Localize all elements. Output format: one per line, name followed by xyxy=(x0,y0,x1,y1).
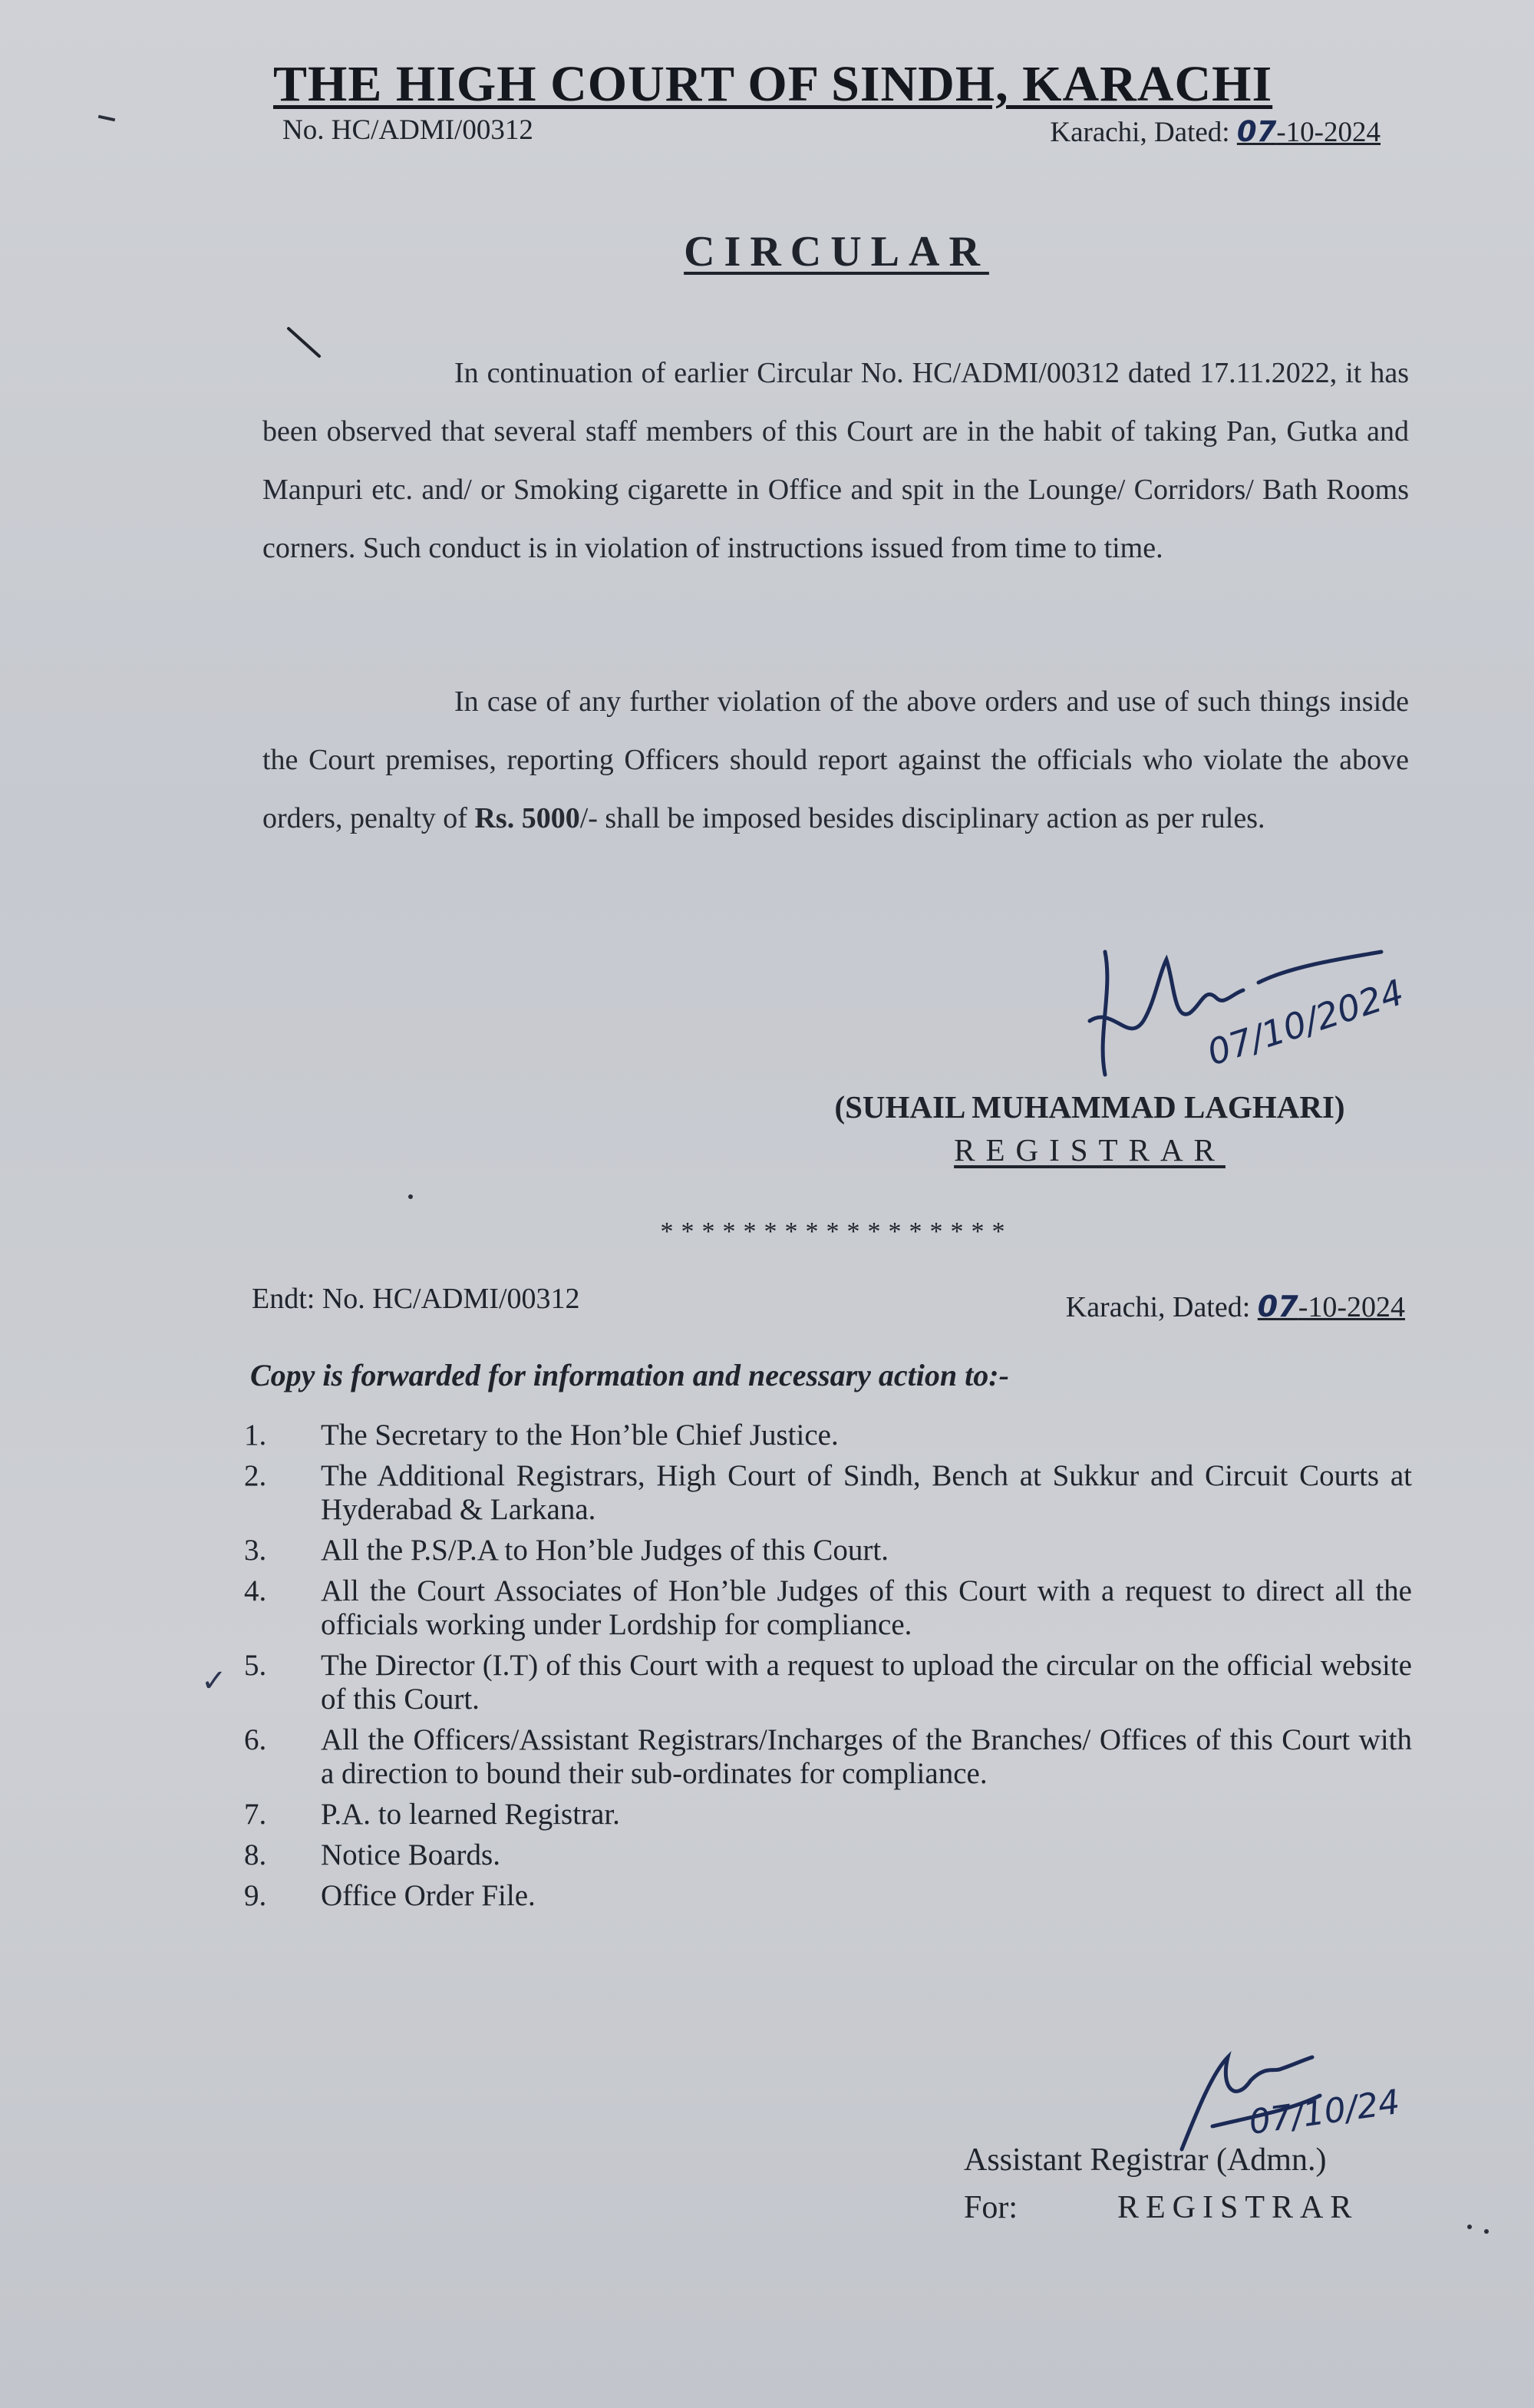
assistant-signature xyxy=(1166,2042,1443,2157)
paragraph-2-text-end: /- shall be imposed besides disciplinary action as per rules. xyxy=(579,802,1265,834)
registrar-label: REGISTRAR xyxy=(1117,2190,1359,2225)
item-text: Notice Boards. xyxy=(321,1838,500,1871)
item-number: 9. xyxy=(244,1879,267,1912)
list-item xyxy=(230,1459,1412,1527)
list-item xyxy=(230,1879,1412,1913)
item-number: 5. xyxy=(244,1649,267,1682)
stray-mark xyxy=(98,115,115,121)
recipients-list xyxy=(230,1419,1412,1920)
list-item xyxy=(230,1419,1412,1452)
reference-number: No. HC/ADMI/00312 xyxy=(282,114,533,146)
copy-forward-heading: Copy is forwarded for information and necessary action to:- xyxy=(250,1358,1009,1392)
separator-stars: ***************** xyxy=(660,1217,1013,1246)
date-value xyxy=(1258,1291,1405,1323)
signature-date: 07/10/2024 xyxy=(1202,971,1409,1074)
date-value xyxy=(1237,117,1381,148)
list-item xyxy=(230,1649,1412,1716)
item-text: All the Officers/Assistant Registrars/Incharges of the Branches/ Offices of this Court with a direction to bound their sub-ordinates for compliance. xyxy=(321,1723,1412,1790)
date-suffix: -10-2024 xyxy=(1298,1291,1405,1323)
item-number: 1. xyxy=(244,1419,267,1452)
list-item xyxy=(230,1838,1412,1872)
ink-dot xyxy=(1467,2225,1472,2229)
handwritten-day: 07 xyxy=(1257,1290,1298,1323)
date-line-bottom xyxy=(1066,1290,1405,1324)
item-text: All the P.S/P.A to Hon’ble Judges of this Court. xyxy=(321,1534,889,1567)
circular-title: CIRCULAR xyxy=(684,228,989,276)
penalty-amount: Rs. 5000 xyxy=(474,802,580,834)
for-label: For: xyxy=(964,2190,1018,2225)
handwritten-day: 07 xyxy=(1236,115,1277,148)
item-text: The Director (I.T) of this Court with a request to upload the circular on the official website of this Court. xyxy=(321,1649,1412,1716)
item-text: Office Order File. xyxy=(321,1879,536,1912)
ink-dot xyxy=(1484,2229,1489,2234)
endorsement-number: Endt: No. HC/ADMI/00312 xyxy=(252,1283,580,1315)
paragraph-2 xyxy=(262,672,1409,847)
item-number: 8. xyxy=(244,1838,267,1871)
item-number: 7. xyxy=(244,1798,267,1831)
date-label: Karachi, Dated: xyxy=(1065,1291,1251,1323)
item-text: All the Court Associates of Hon’ble Judges of this Court with a request to direct all the officials working under Lordship for compliance. xyxy=(321,1574,1412,1641)
ink-dot xyxy=(408,1194,413,1199)
list-item xyxy=(230,1723,1412,1791)
assistant-signature-date: 07/10/24 xyxy=(1246,2082,1403,2142)
date-label: Karachi, Dated: xyxy=(1050,117,1230,148)
court-name: THE HIGH COURT OF SINDH, KARACHI xyxy=(273,56,1273,112)
item-number: 6. xyxy=(244,1723,267,1756)
registrar-signature xyxy=(1059,929,1458,1090)
paragraph-2-text-start: In case of any further violation of the above orders and use of such things inside the Court premises, reporting Officers should report against the officials who violate the above orders, penalty of xyxy=(262,685,1409,834)
assistant-registrar-title: Assistant Registrar (Admn.) xyxy=(964,2142,1327,2178)
item-number: 2. xyxy=(244,1459,267,1492)
list-item xyxy=(230,1534,1412,1567)
list-item xyxy=(230,1574,1412,1642)
item-text: The Additional Registrars, High Court of Sindh, Bench at Sukkur and Circuit Courts at Hyderabad & Larkana. xyxy=(321,1459,1412,1526)
date-suffix: -10-2024 xyxy=(1276,117,1381,148)
item-text: The Secretary to the Hon’ble Chief Justice. xyxy=(321,1419,839,1452)
signatory-name: (SUHAIL MUHAMMAD LAGHARI) xyxy=(834,1089,1345,1125)
date-line-top xyxy=(1050,115,1381,149)
list-item xyxy=(230,1798,1412,1832)
item-text: P.A. to learned Registrar. xyxy=(321,1798,620,1831)
signatory-designation: REGISTRAR xyxy=(954,1132,1226,1168)
item-number: 3. xyxy=(244,1534,267,1567)
tick-mark: ✓ xyxy=(201,1663,227,1698)
paragraph-1: In continuation of earlier Circular No. HC/ADMI/00312 dated 17.11.2022, it has been observed that several staff members of this Court are in the habit of taking Pan, Gutka and Manpuri etc. and/ or Smoking cigarette in Office and spit in the Lounge/ Corridors/ Bath Rooms corners. Such conduct is in violation of instructions issued from time to time. xyxy=(262,357,1409,564)
item-number: 4. xyxy=(244,1574,267,1607)
